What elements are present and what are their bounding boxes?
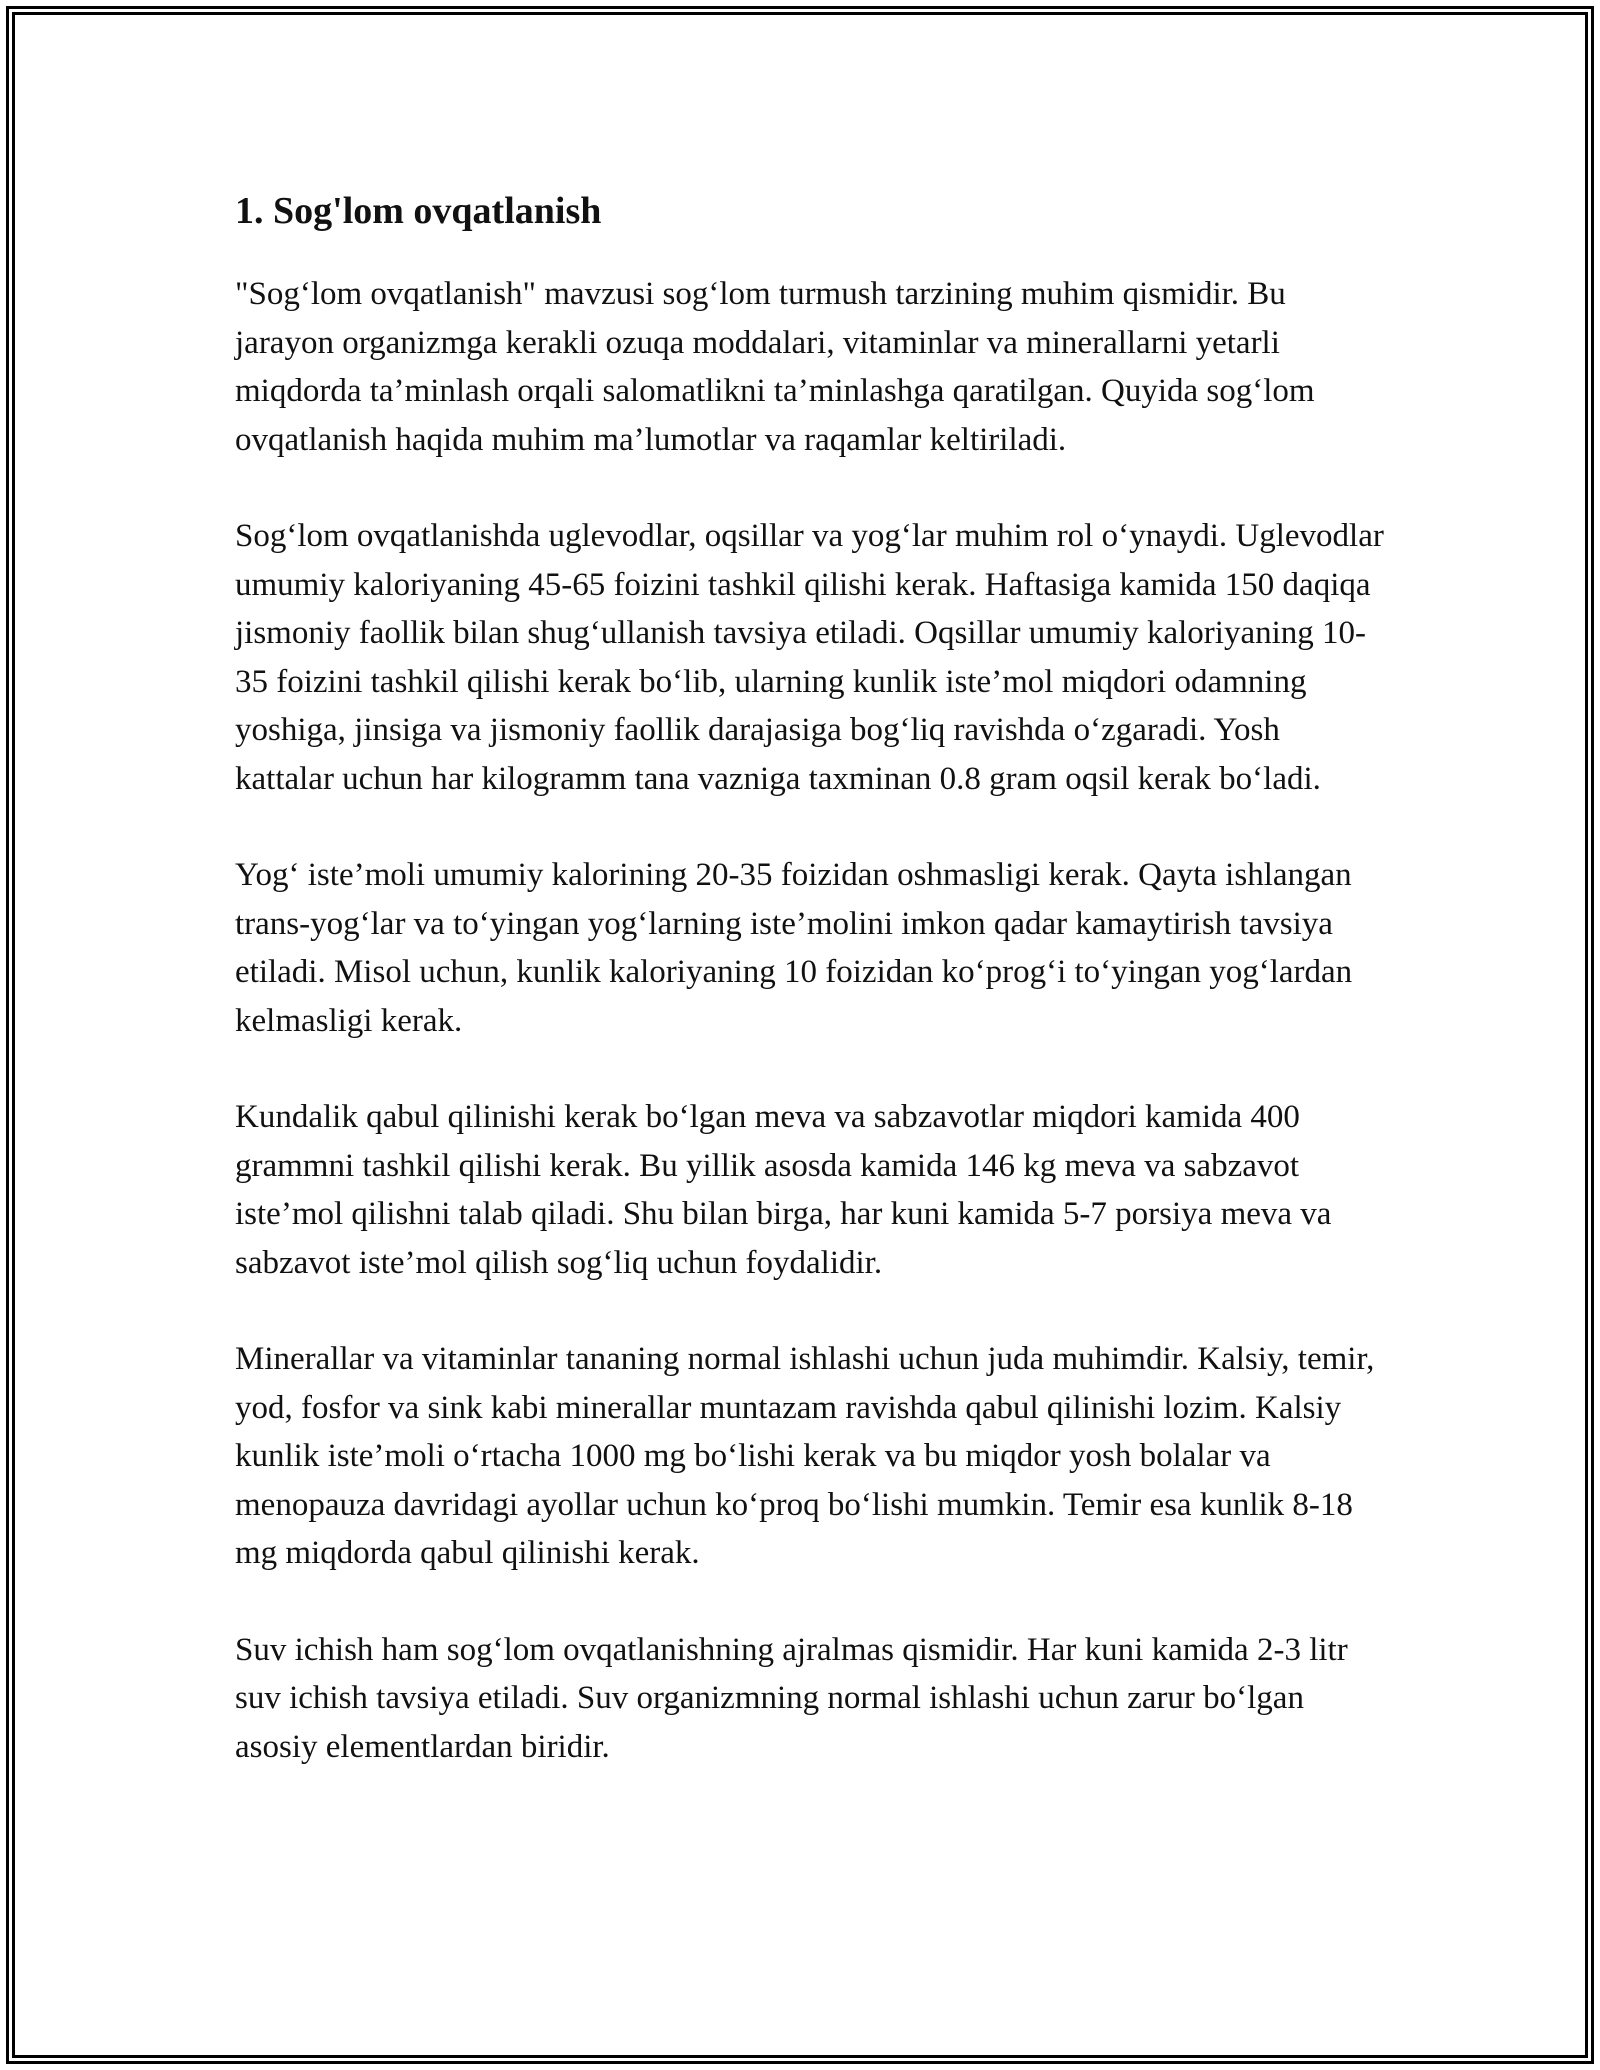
paragraph-fats: Yog‘ iste’moli umumiy kalorining 20-35 foizidan oshmasligi kerak. Qayta ishlangan trans-yog‘lar va to‘yingan yog‘larning iste’molini imkon qadar kamaytirish tavsiya etiladi. Misol uchun, kunlik kaloriyaning 10 foizidan ko‘prog‘i to‘yingan yog‘lardan kelmasligi kerak. bbox=[235, 857, 1353, 1039]
paragraph-water: Suv ichish ham sog‘lom ovqatlanishning ajralmas qismidir. Har kuni kamida 2-3 litr suv ichish tavsiya etiladi. Suv organizmning normal ishlashi uchun zarur bo‘lgan asosiy elementlardan biridir. bbox=[235, 1631, 1348, 1765]
document-heading: 1. Sog'lom ovqatlanish bbox=[235, 190, 602, 232]
paragraph-intro: "Sog‘lom ovqatlanish" mavzusi sog‘lom turmush tarzining muhim qismidir. Bu jarayon organizmga kerakli ozuqa moddalari, vitaminlar va minerallarni yetarli miqdorda ta’minlash orqali salomatlikni ta’minlashga qaratilgan. Quyida sog‘lom ovqatlanish haqida muhim ma’lumotlar va raqamlar keltiriladi. bbox=[235, 276, 1315, 458]
paragraph-fruits-vegetables: Kundalik qabul qilinishi kerak bo‘lgan meva va sabzavotlar miqdori kamida 400 grammni tashkil qilishi kerak. Bu yillik asosda kamida 146 kg meva va sabzavot iste’mol qilishni talab qiladi. Shu bilan birga, har kuni kamida 5-7 porsiya meva va sabzavot iste’mol qilish sog‘liq uchun foydalidir. bbox=[235, 1099, 1332, 1281]
document-page bbox=[235, 186, 1385, 1819]
paragraph-macronutrients: Sog‘lom ovqatlanishda uglevodlar, oqsillar va yog‘lar muhim rol o‘ynaydi. Uglevodlar umumiy kaloriyaning 45-65 foizini tashkil qilishi kerak. Haftasiga kamida 150 daqiqa jismoniy faollik bilan shug‘ullanish tavsiya etiladi. Oqsillar umumiy kaloriyaning 10-35 foizini tashkil qilishi kerak bo‘lib, ularning kunlik iste’mol miqdori odamning yoshiga, jinsiga va jismoniy faollik darajasiga bog‘liq ravishda o‘zgaradi. Yosh kattalar uchun har kilogramm tana vazniga taxminan 0.8 gram oqsil kerak bo‘ladi. bbox=[235, 518, 1384, 797]
paragraph-minerals-vitamins: Minerallar va vitaminlar tananing normal ishlashi uchun juda muhimdir. Kalsiy, temir, yod, fosfor va sink kabi minerallar muntazam ravishda qabul qilinishi lozim. Kalsiy kunlik iste’moli o‘rtacha 1000 mg bo‘lishi kerak va bu miqdor yosh bolalar va menopauza davridagi ayollar uchun ko‘proq bo‘lishi mumkin. Temir esa kunlik 8-18 mg miqdorda qabul qilinishi kerak. bbox=[235, 1341, 1375, 1571]
